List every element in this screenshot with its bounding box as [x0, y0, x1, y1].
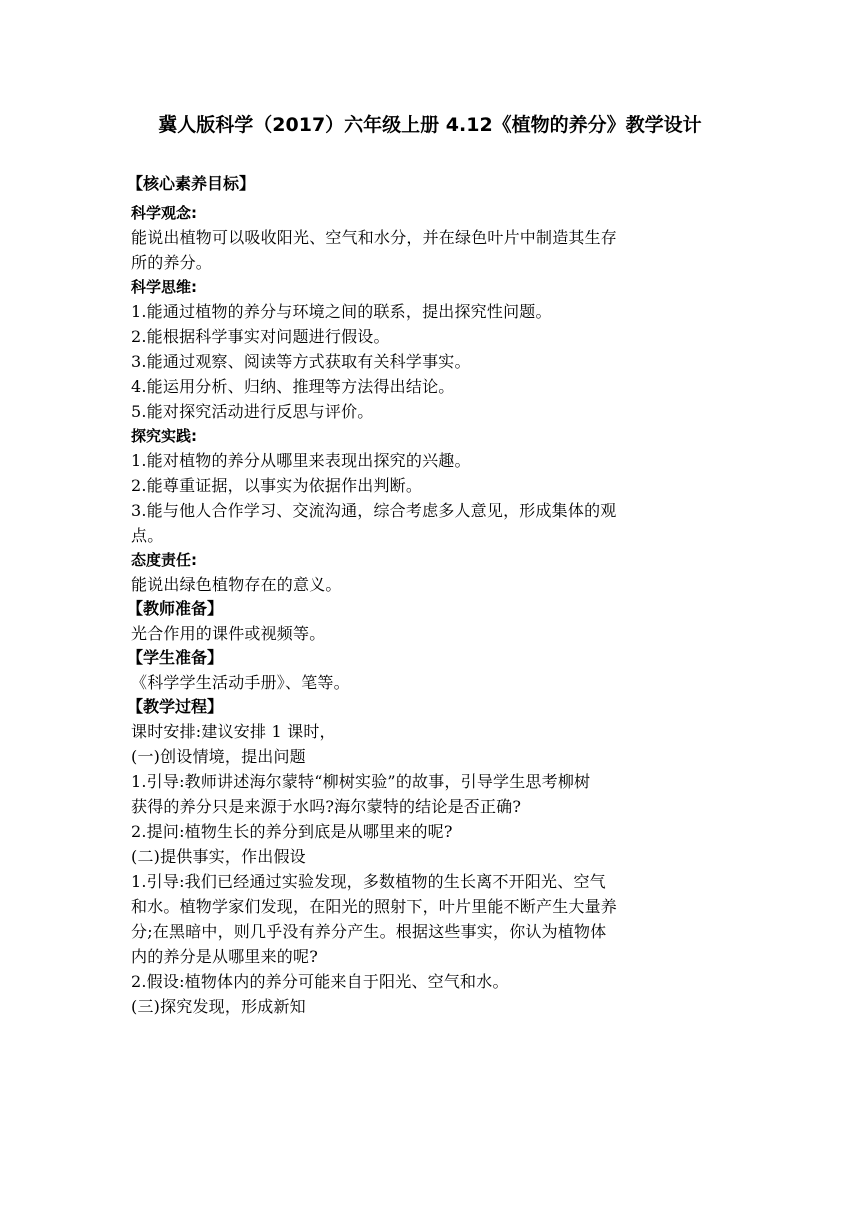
- inquiry-practice-item: 3.能与他人合作学习、交流沟通，综合考虑多人意见，形成集体的观: [131, 501, 617, 520]
- process-line: 1.引导:我们已经通过实验发现，多数植物的生长离不开阳光、空气: [131, 872, 606, 891]
- student-prep-line: 《科学学生活动手册》、笔等。: [131, 673, 350, 692]
- document-title: 冀人版科学（2017）六年级上册 4.12《植物的养分》教学设计: [158, 114, 702, 136]
- science-concept-line: 能说出植物可以吸收阳光、空气和水分，并在绿色叶片中制造其生存: [131, 228, 618, 247]
- teacher-prep-line: 光合作用的课件或视频等。: [131, 624, 326, 643]
- process-line: 内的养分是从哪里来的呢?: [131, 947, 318, 966]
- student-prep-heading: 【学生准备】: [127, 648, 224, 667]
- process-line: (三)探究发现，形成新知: [131, 997, 306, 1016]
- science-thinking-item: 4.能运用分析、归纳、推理等方法得出结论。: [131, 377, 455, 396]
- attitude-label: 态度责任:: [131, 551, 197, 569]
- core-goals-heading: 【核心素养目标】: [127, 174, 256, 193]
- inquiry-practice-item: 1.能对植物的养分从哪里来表现出探究的兴趣。: [131, 451, 471, 470]
- process-line: 分;在黑暗中，则几乎没有养分产生。根据这些事实，你认为植物体: [131, 922, 607, 941]
- document-body: [127, 172, 731, 1019]
- science-thinking-item: 2.能根据科学事实对问题进行假设。: [131, 327, 390, 346]
- attitude-line: 能说出绿色植物存在的意义。: [131, 575, 342, 594]
- science-thinking-item: 3.能通过观察、阅读等方式获取有关科学事实。: [131, 352, 471, 371]
- science-concept-line: 所的养分。: [131, 253, 213, 272]
- inquiry-practice-item: 点。: [131, 526, 164, 545]
- process-line: 1.引导:教师讲述海尔蒙特“柳树实验”的故事，引导学生思考柳树: [131, 772, 591, 791]
- process-line: 获得的养分只是来源于水吗?海尔蒙特的结论是否正确?: [131, 797, 522, 816]
- process-line: (二)提供事实，作出假设: [131, 847, 306, 866]
- teacher-prep-heading: 【教师准备】: [127, 599, 224, 618]
- inquiry-practice-label: 探究实践:: [131, 427, 197, 445]
- science-thinking-item: 1.能通过植物的养分与环境之间的联系，提出探究性问题。: [131, 302, 552, 321]
- science-thinking-label: 科学思维:: [131, 278, 197, 296]
- process-heading: 【教学过程】: [127, 697, 224, 716]
- process-line: 课时安排:建议安排 1 课时，: [131, 722, 336, 741]
- science-concept-label: 科学观念:: [131, 204, 197, 222]
- process-line: 2.提问:植物生长的养分到底是从哪里来的呢?: [131, 822, 453, 841]
- process-line: 和水。植物学家们发现，在阳光的照射下，叶片里能不断产生大量养: [131, 897, 618, 916]
- process-line: 2.假设:植物体内的养分可能来自于阳光、空气和水。: [131, 972, 509, 991]
- process-line: (一)创设情境，提出问题: [131, 747, 306, 766]
- inquiry-practice-item: 2.能尊重证据，以事实为依据作出判断。: [131, 476, 423, 495]
- science-thinking-item: 5.能对探究活动进行反思与评价。: [131, 402, 374, 421]
